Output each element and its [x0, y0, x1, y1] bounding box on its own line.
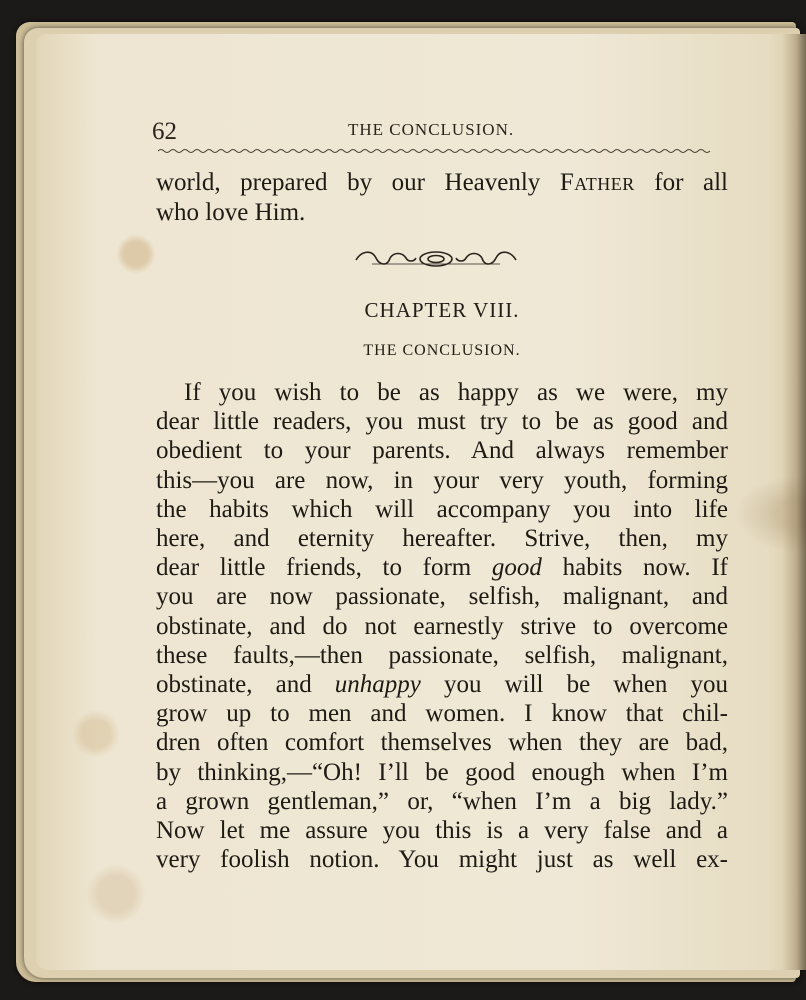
page-number: 62 — [152, 118, 177, 145]
text-line: dren often comfort themselves when they are bad, — [156, 729, 728, 757]
text-line: these faults,—then passionate, selfish, malignant, — [156, 641, 728, 669]
text-line: dear little friends, to form good habits now. If — [156, 554, 728, 582]
chapter-title: CHAPTER VIII. — [364, 298, 520, 322]
body-paragraph — [156, 378, 728, 874]
text-line: obstinate, and do not earnestly strive to overcome — [156, 612, 728, 640]
text-line: you are now passionate, selfish, malignant, and — [156, 583, 728, 611]
page-gutter-shadow — [782, 34, 806, 970]
text-line: very foolish notion. You might just as well ex- — [156, 846, 728, 874]
text-line: Now let me assure you this is a very false and a — [156, 817, 728, 845]
printers-ornament — [352, 248, 520, 270]
text-line: this—you are now, in your very youth, forming — [156, 466, 728, 494]
text-line: who love Him. — [156, 198, 306, 226]
chapter-subtitle: THE CONCLUSION. — [363, 342, 521, 359]
text-line: grow up to men and women. I know that chil- — [156, 700, 728, 728]
text-line: here, and eternity hereafter. Strive, then, my — [156, 525, 728, 553]
page-header — [152, 118, 714, 150]
text-line: by thinking,—“Oh! I’ll be good enough when I’m — [156, 758, 728, 786]
running-head: THE CONCLUSION. — [348, 120, 515, 139]
text-line: a grown gentleman,” or, “when I’m a big lady.” — [156, 787, 728, 815]
text-line: obstinate, and unhappy you will be when you — [156, 671, 729, 699]
text-line: world, prepared by our Heavenly Father for all — [156, 169, 728, 196]
text-line: the habits which will accompany you into life — [156, 495, 728, 523]
emphasis-unhappy: unhappy — [334, 671, 421, 699]
small-caps-father: Father — [559, 169, 635, 196]
wavy-header-rule — [158, 148, 713, 154]
opening-text — [156, 168, 728, 227]
emphasis-good: good — [491, 554, 542, 582]
text-line: If you wish to be as happy as we were, my — [184, 379, 728, 406]
text-line: obedient to your parents. And always remember — [156, 437, 728, 465]
text-line: dear little readers, you must try to be as good and — [156, 408, 728, 436]
